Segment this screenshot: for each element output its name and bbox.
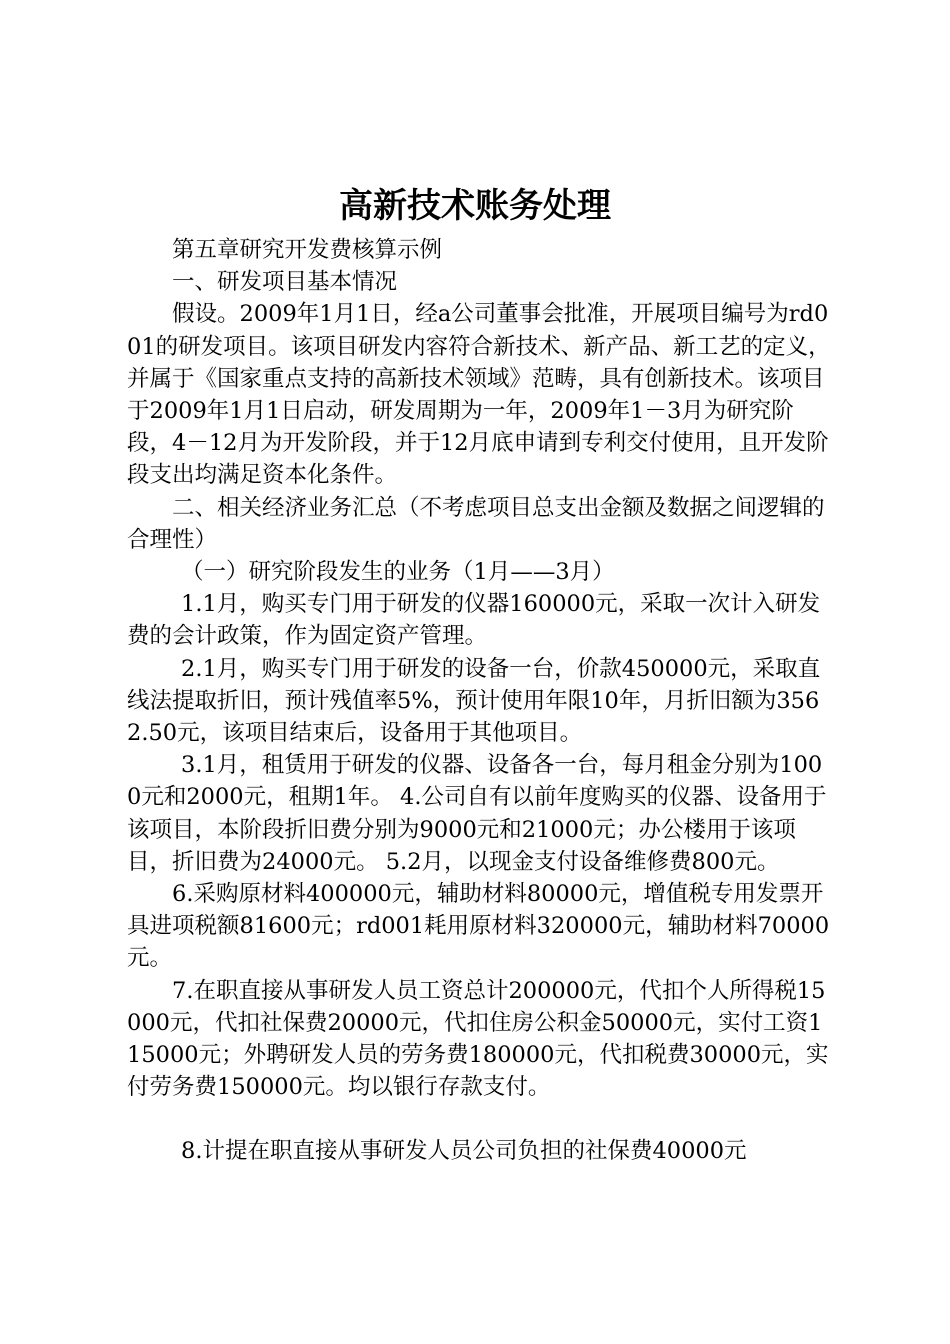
paragraph-item-8: 8.计提在职直接从事研发人员公司负担的社保费40000元 <box>181 1138 747 1165</box>
paragraph-item-7: 7.在职直接从事研发人员工资总计200000元，代扣个人所得税15000元，代扣社保费20000元，代扣住房公积金50000元，实付工资115000元；外聘研发人员的劳务费180000元，代扣税费30000元，实付劳务费150000元。均以银行存款支付。 <box>127 977 829 1101</box>
subsection-heading: （一）研究阶段发生的业务（1月——3月） <box>181 559 615 586</box>
paragraph-item-6: 6.采购原材料400000元，辅助材料80000元，增值税专用发票开具进项税额81600元；rd001耗用原材料320000元，辅助材料70000元。 <box>127 881 830 972</box>
paragraph-item-2: 2.1月，购买专门用于研发的设备一台，价款450000元，采取直线法提取折旧，预计残值率5%，预计使用年限10年，月折旧额为3562.50元，该项目结束后，设备用于其他项目。 <box>127 655 821 747</box>
paragraph-item-3: 3.1月，租赁用于研发的仪器、设备各一台，每月租金分别为1000元和2000元，租期1年。 4.公司自有以前年度购买的仪器、设备用于该项目，本阶段折旧费分别为9000元和21000元；办公楼用于该项目，折旧费为24000元。 5.2月，以现金支付设备维修费800元。 <box>127 752 827 875</box>
document-title: 高新技术账务处理 <box>339 186 611 226</box>
paragraph-assumption: 假设。2009年1月1日，经a公司董事会批准，开展项目编号为rd001的研发项目。该项目研发内容符合新技术、新产品、新工艺的定义，并属于《国家重点支持的高新技术领域》范畴，具有创新技术。该项目于2009年1月1日启动，研发周期为一年，2009年1－3月为研究阶段，4－12月为开发阶段，并于12月底申请到专利交付使用，且开发阶段支出均满足资本化条件。 <box>127 301 831 489</box>
paragraph-item-1: 1.1月，购买专门用于研发的仪器160000元，采取一次计入研发费的会计政策，作为固定资产管理。 <box>127 591 821 650</box>
document-body <box>127 234 835 1168</box>
paragraph-gap <box>127 1103 835 1135</box>
section-heading-2: 二、相关经济业务汇总（不考虑项目总支出金额及数据之间逻辑的合理性） <box>127 494 825 553</box>
chapter-heading: 第五章研究开发费核算示例 <box>172 237 443 263</box>
section-heading-1: 一、研发项目基本情况 <box>172 269 398 296</box>
